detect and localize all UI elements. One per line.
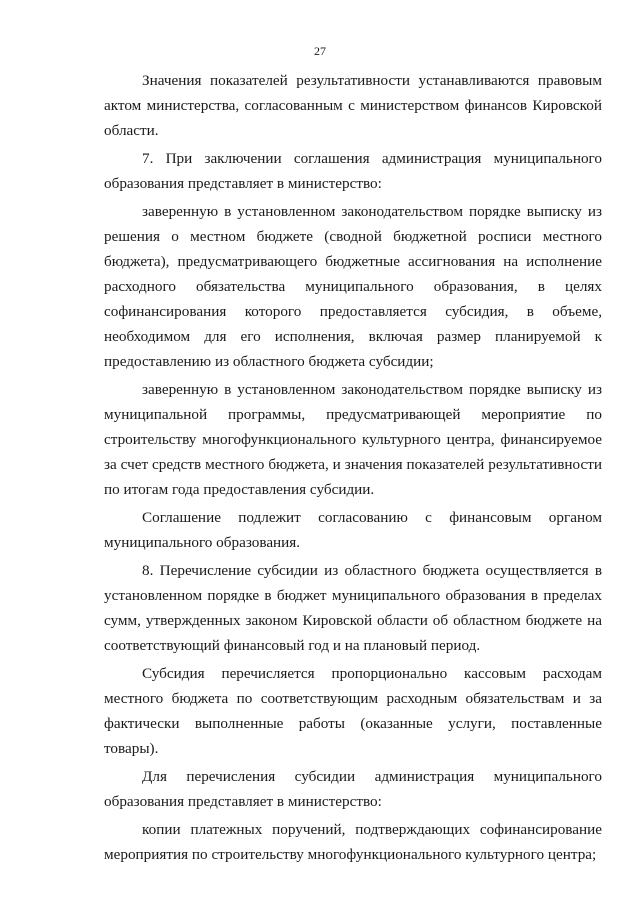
paragraph-subsidy-transfer: 8. Перечисление субсидии из областного бюджета осуществляется в установленном порядке в бюджет муниципального образования в пределах сумм, утвержденных законом Кировской области об областном бюджете на соответствующий финансовый год и на плановый период. <box>104 562 602 654</box>
paragraph-agreement-documents: 7. При заключении соглашения администрация муниципального образования представляет в министерство: <box>104 150 602 192</box>
paragraph-agreement-approval: Соглашение подлежит согласованию с финансовым органом муниципального образования. <box>104 509 602 551</box>
paragraph-program-extract: заверенную в установленном законодательством порядке выписку из муниципальной программы, предусматривающей мероприятие по строительству многофункционального культурного центра, финансируемое за счет средств местного бюджета, и значения показателей результативности по итогам года предоставления субсидии. <box>104 381 602 498</box>
page-number: 27 <box>314 44 326 58</box>
paragraph-transfer-documents: Для перечисления субсидии администрация муниципального образования представляет в министерство: <box>104 768 602 810</box>
document-body <box>104 68 602 867</box>
paragraph-payment-copies: копии платежных поручений, подтверждающих софинансирование мероприятия по строительству многофункционального культурного центра; <box>104 821 602 863</box>
paragraph-budget-extract: заверенную в установленном законодательством порядке выписку из решения о местном бюджете (сводной бюджетной росписи местного бюджета), предусматривающего бюджетные ассигнования на исполнение расходного обязательства муниципального образования, в целях софинансирования которого предоставляется субсидия, в объеме, необходимом для его исполнения, включая размер планируемой к предоставлению из областного бюджета субсидии; <box>104 203 602 370</box>
paragraph-results-indicators: Значения показателей результативности устанавливаются правовым актом министерства, согласованным с министерством финансов Кировской области. <box>104 72 602 139</box>
paragraph-subsidy-proportional: Субсидия перечисляется пропорционально кассовым расходам местного бюджета по соответствующим расходным обязательствам и за фактически выполненные работы (оказанные услуги, поставленные товары). <box>104 665 602 757</box>
